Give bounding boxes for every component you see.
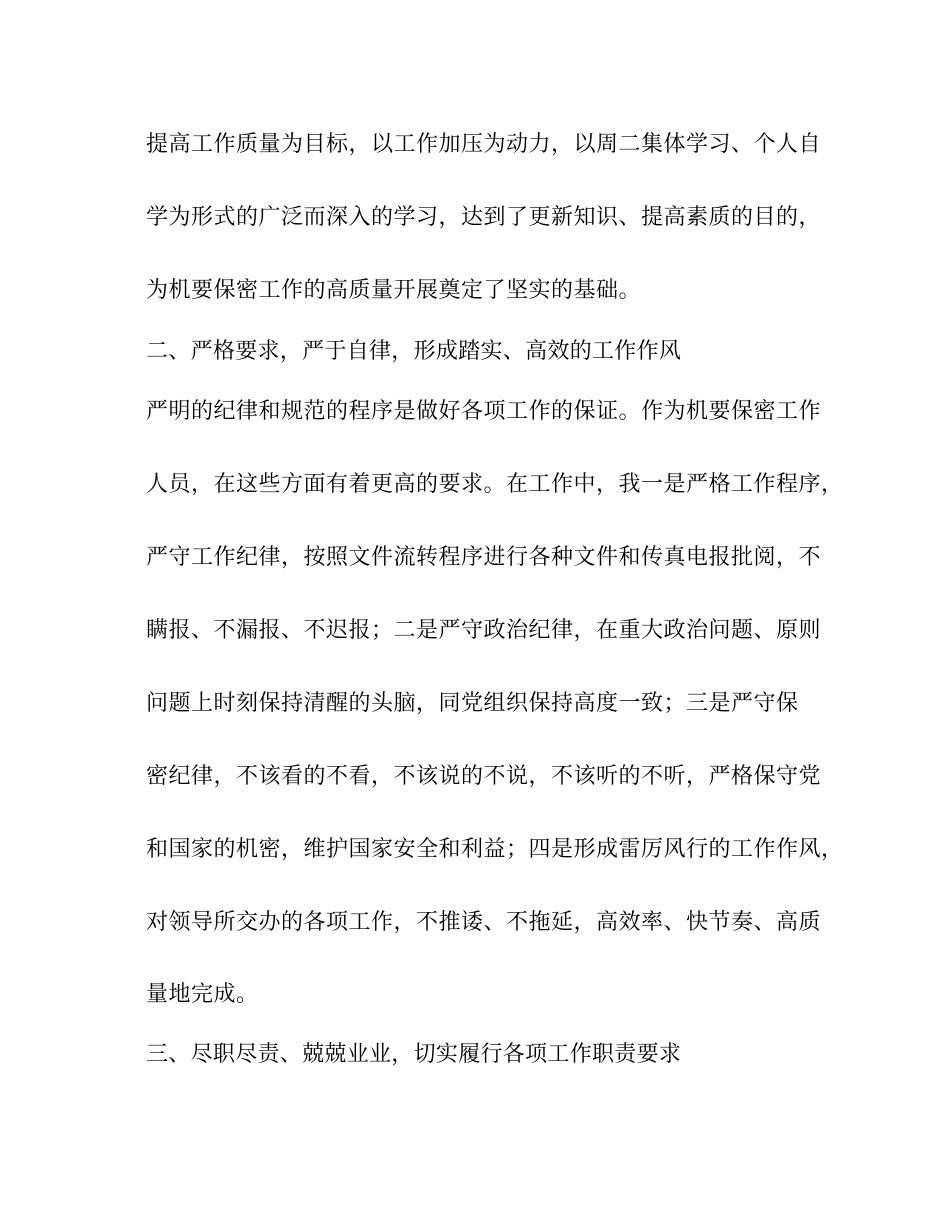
body-text-line: 问题上时刻保持清醒的头脑，同党组织保持高度一致；三是严守保: [146, 691, 799, 716]
body-text-line: 量地完成。: [146, 982, 259, 1007]
body-text-line: 提高工作质量为目标，以工作加压为动力，以周二集体学习、个人自: [146, 132, 822, 157]
body-text-line: 对领导所交办的各项工作，不推诿、不拖延，高效率、快节奏、高质: [146, 910, 822, 935]
body-text-line: 学为形式的广泛而深入的学习，达到了更新知识、提高素质的目的，: [146, 205, 822, 230]
body-text-line: 密纪律，不该看的不看，不该说的不说，不该听的不听，严格保守党: [146, 764, 822, 789]
body-text-line: 为机要保密工作的高质量开展奠定了坚实的基础。: [146, 278, 642, 303]
body-text-line: 人员，在这些方面有着更高的要求。在工作中，我一是严格工作程序，: [146, 472, 844, 497]
body-text-line: 严明的纪律和规范的程序是做好各项工作的保证。作为机要保密工作: [146, 399, 822, 424]
body-text-line: 瞒报、不漏报、不迟报；二是严守政治纪律，在重大政治问题、原则: [146, 618, 822, 643]
section-heading: 二、严格要求，严于自律，形成踏实、高效的工作作风: [146, 339, 682, 364]
body-text-line: 和国家的机密，维护国家安全和利益；四是形成雷厉风行的工作作风，: [146, 837, 844, 862]
body-text-line: 严守工作纪律，按照文件流转程序进行各种文件和传真电报批阅，不: [146, 545, 822, 570]
section-heading: 三、尽职尽责、兢兢业业，切实履行各项工作职责要求: [146, 1042, 682, 1067]
